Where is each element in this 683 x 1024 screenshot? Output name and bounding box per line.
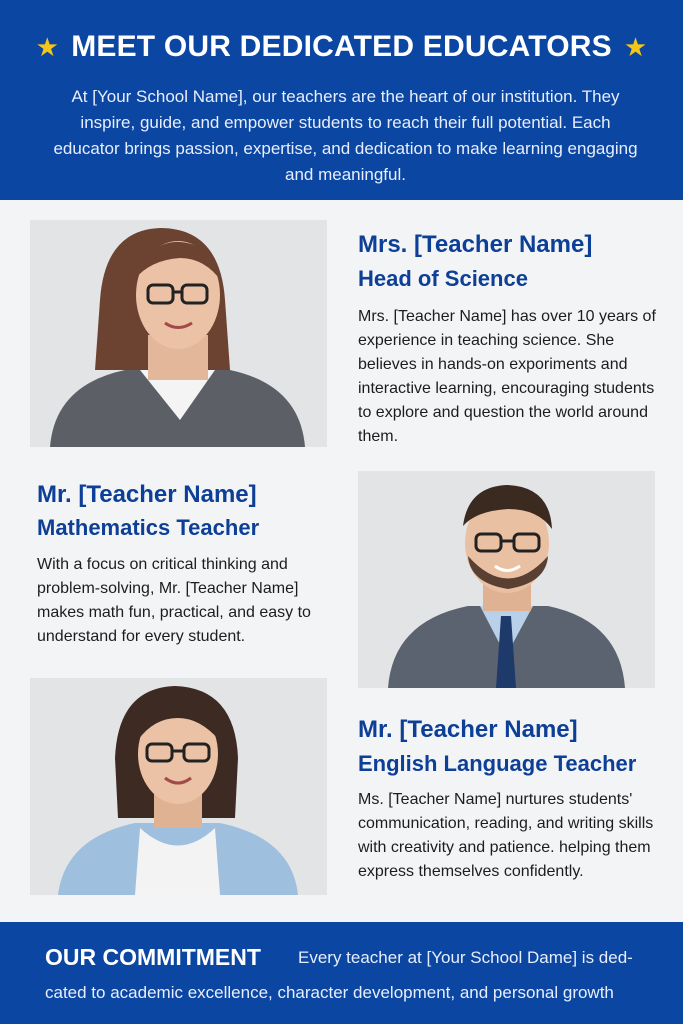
page-title: MEET OUR DEDICATED EDUCATORS xyxy=(71,30,612,63)
teacher-photo-math xyxy=(358,471,655,688)
teacher-photo-science xyxy=(30,220,327,447)
teacher-role: English Language Teacher xyxy=(358,751,637,776)
commitment-text-line2: cated to academic excellence, character development, and personal growth xyxy=(45,983,614,1002)
teacher-bio: Mrs. [Teacher Name] has over 10 years of experience in teaching science. She believes in hands-on exporiments and interactive learning, encouraging students to explore and question the world around them. xyxy=(358,308,656,445)
commitment-banner xyxy=(0,922,683,1024)
header-banner xyxy=(0,0,683,200)
teacher-bio: Ms. [Teacher Name] nurtures students' communication, reading, and writing skills with creativity and patience. helping them express themselves confidently. xyxy=(358,791,654,880)
teacher-name: Mrs. [Teacher Name] xyxy=(358,231,593,258)
commitment-text-line1: Every teacher at [Your School Dame] is ded- xyxy=(298,948,633,967)
page-title-row xyxy=(0,30,683,64)
teacher-photo-english xyxy=(30,678,327,895)
commitment-title: OUR COMMITMENT xyxy=(45,944,261,970)
teacher-bio: With a focus on critical thinking and problem-solving, Mr. [Teacher Name] makes math fun, practical, and easy to understand for every student. xyxy=(37,556,311,645)
star-icon: ★ xyxy=(623,32,648,62)
teacher-name: Mr. [Teacher Name] xyxy=(358,716,578,743)
teacher-name: Mr. [Teacher Name] xyxy=(37,481,257,508)
star-icon: ★ xyxy=(35,32,60,62)
teacher-role: Mathematics Teacher xyxy=(37,515,260,540)
intro-text: At [Your School Name], our teachers are the heart of our institution. They inspire, guide, and empower students to reach their full potential. Each educator brings passion, expertise, and dedication to make learning engaging and meaningful. xyxy=(53,87,638,184)
teacher-role: Head of Science xyxy=(358,266,528,291)
